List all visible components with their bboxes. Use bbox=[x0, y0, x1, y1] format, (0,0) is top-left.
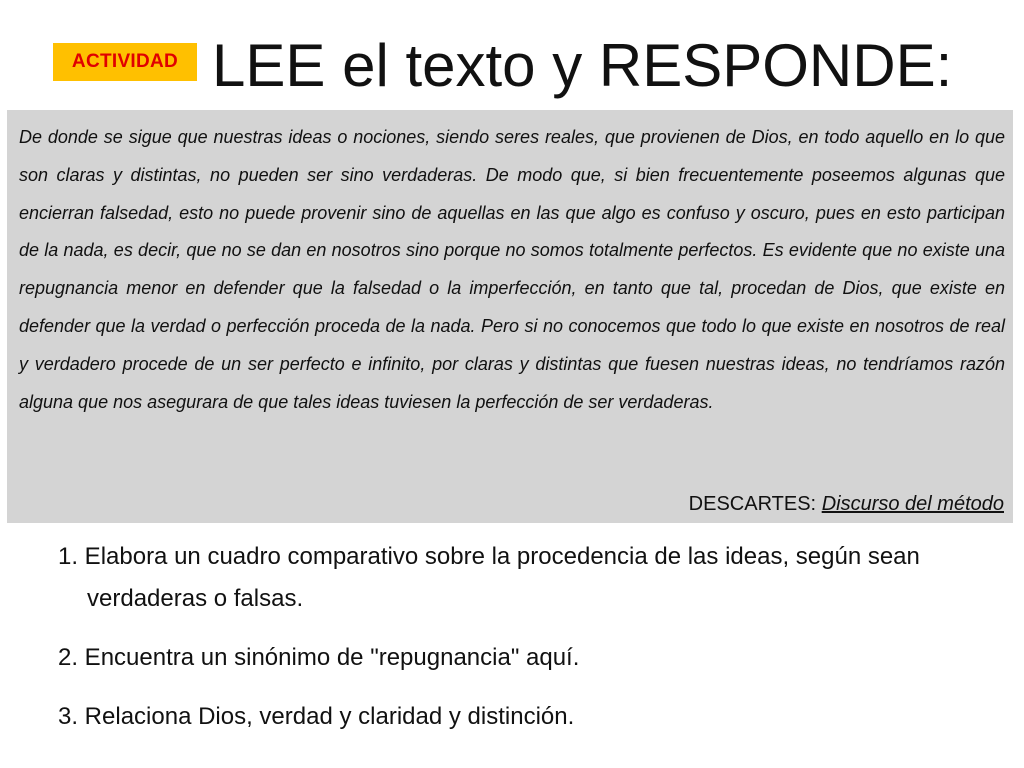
question-item: 1. Elabora un cuadro comparativo sobre la procedencia de las ideas, según sean verdaderas o falsas. bbox=[58, 543, 920, 612]
quote-text: De donde se sigue que nuestras ideas o nociones, siendo seres reales, que provienen de Dios, en todo aquello en lo que son claras y distintas, no pueden ser sino verdaderas. De modo que, si bien frecuentemente poseemos algunas que encierran falsedad, esto no puede provenir sino de aquellas en las que algo es confuso y oscuro, pues en esto participan de la nada, es decir, que no se dan en nosotros sino porque no somos totalmente perfectos. Es evidente que no existe una repugnancia menor en defender que la falsedad o la imperfección, en tanto que tal, procedan de Dios, que existe en defender que la verdad o perfección proceda de la nada. Pero si no conocemos que todo lo que existe en nosotros de real y verdadero procede de un ser perfecto e infinito, por claras y distintas que fuesen nuestras ideas, no tendríamos razón alguna que nos asegurara de que tales ideas tuviesen la perfección de ser verdaderas. bbox=[19, 127, 1005, 412]
source-work-title: Discurso del método bbox=[821, 493, 1004, 515]
activity-badge: ACTIVIDAD bbox=[53, 43, 197, 81]
question-item: 2. Encuentra un sinónimo de "repugnancia" aquí. bbox=[58, 644, 580, 671]
page-title: LEE el texto y RESPONDE: bbox=[212, 32, 953, 99]
question-list bbox=[58, 536, 998, 755]
quote-box bbox=[7, 110, 1013, 523]
question-item: 3. Relaciona Dios, verdad y claridad y distinción. bbox=[58, 703, 575, 730]
source-author: DESCARTES: bbox=[688, 493, 817, 515]
quote-source bbox=[689, 491, 1004, 517]
